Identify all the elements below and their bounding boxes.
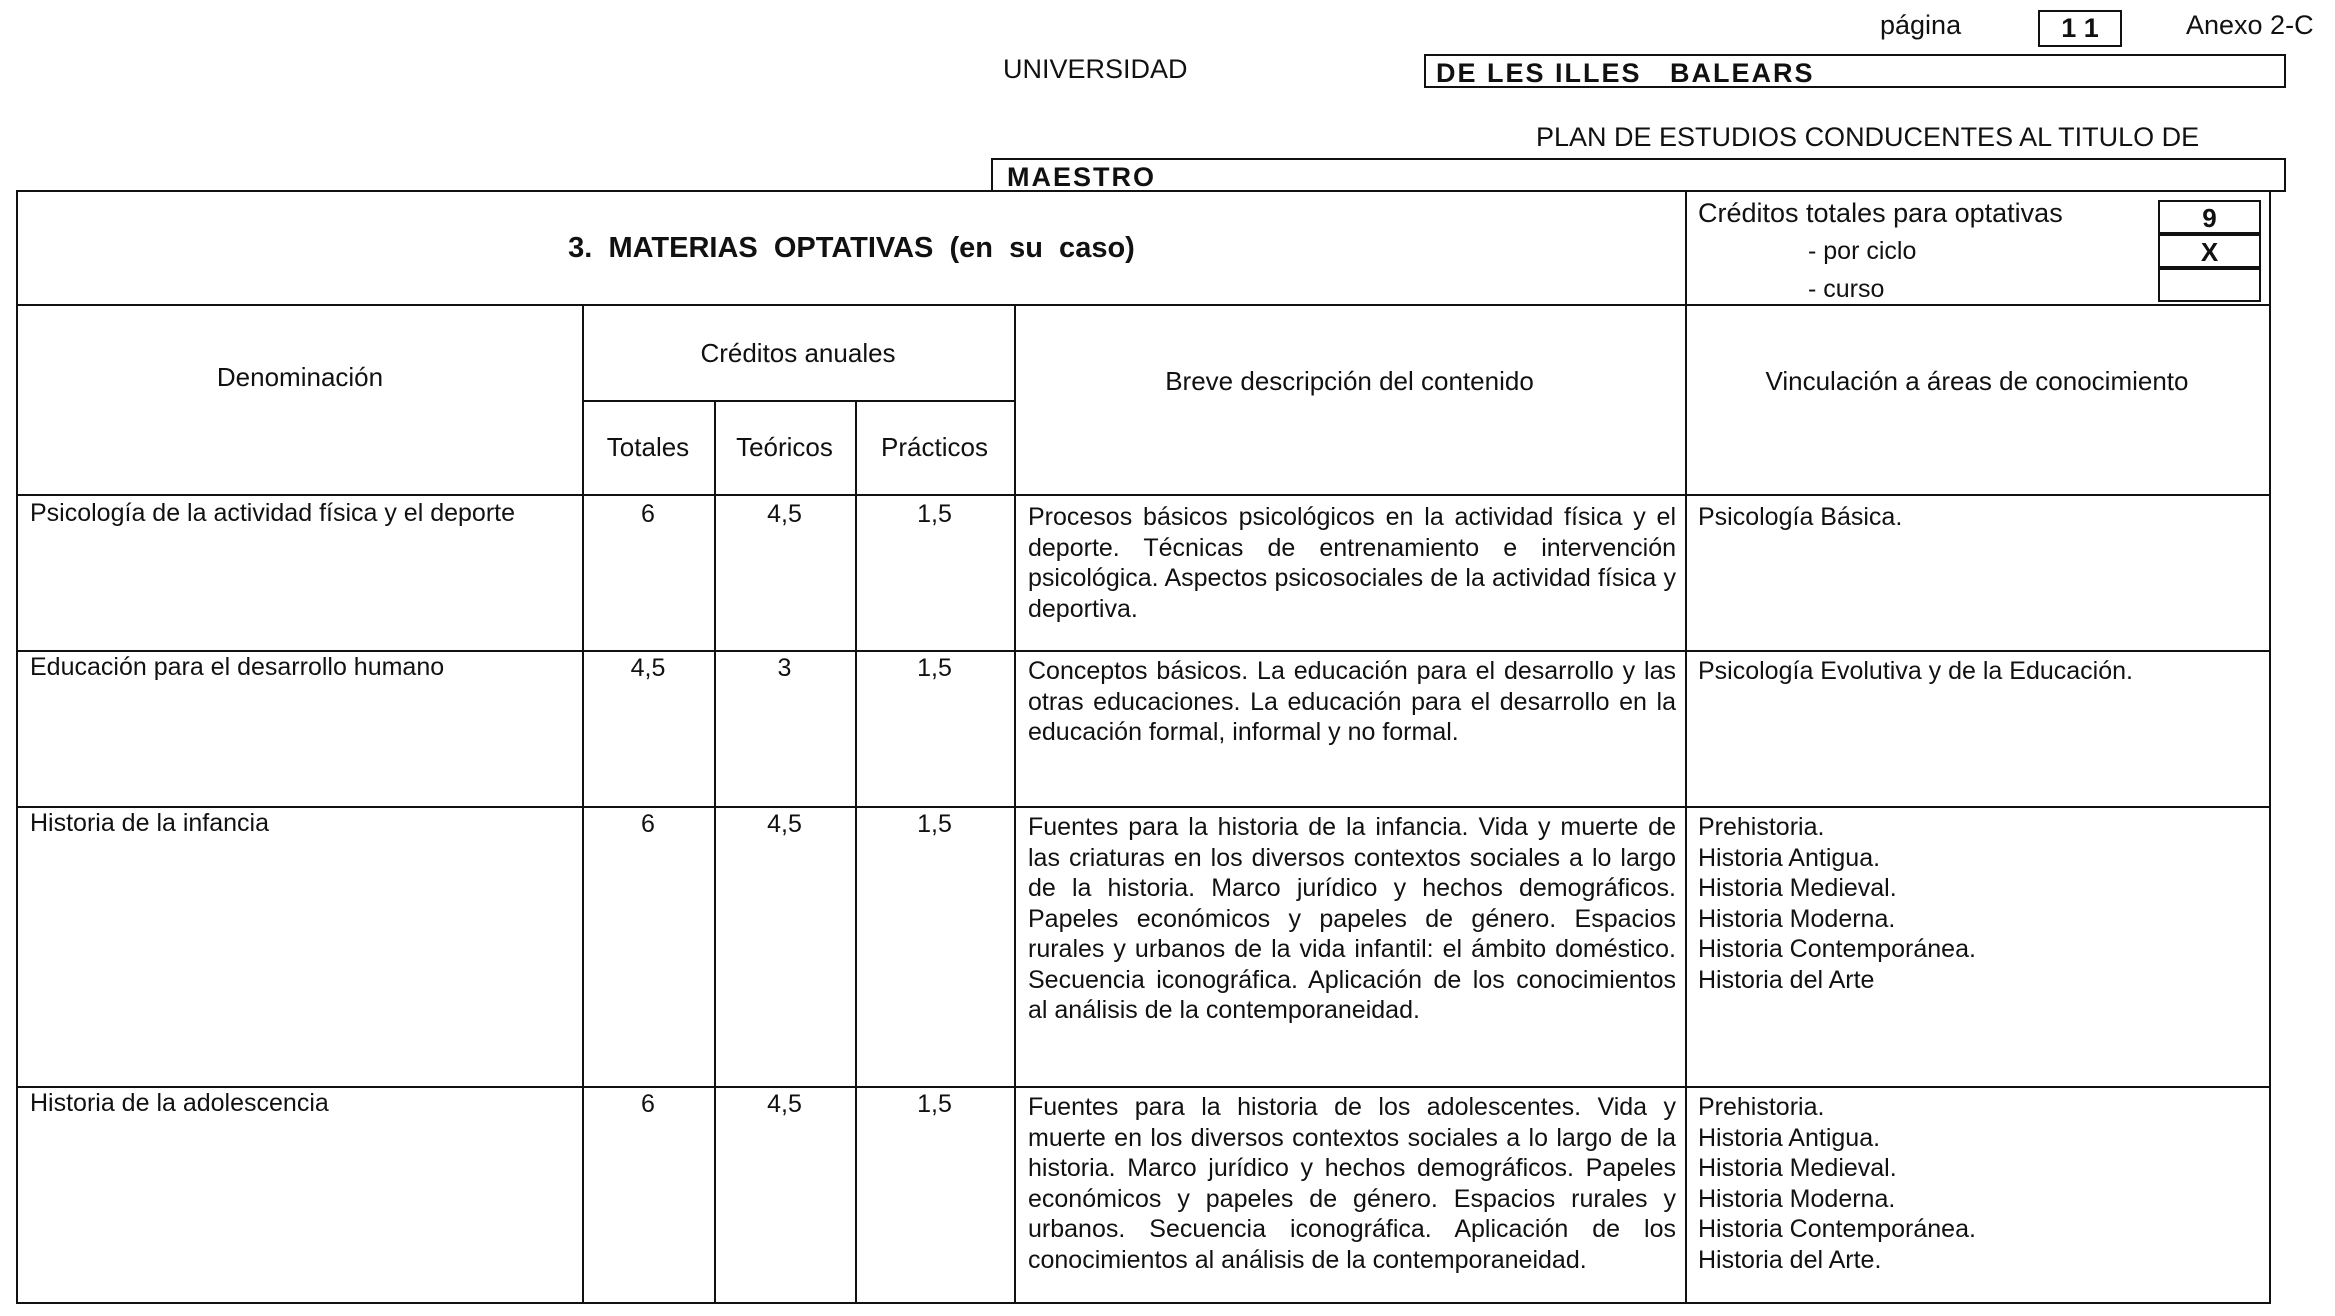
row-2-denominacion: Educación para el desarrollo humano — [30, 653, 445, 681]
row-3-teoricos: 4,5 — [767, 810, 802, 838]
row-1-denominacion: Psicología de la actividad física y el deporte — [30, 499, 515, 527]
area-item: Prehistoria. — [1698, 1093, 1825, 1121]
curso-value — [2158, 268, 2261, 302]
area-item: Historia Contemporánea. — [1698, 935, 1976, 963]
page-number: 1 1 — [2038, 10, 2122, 47]
area-item: Historia Antigua. — [1698, 843, 1881, 872]
row-4-descripcion: Fuentes para la historia de los adolescentes. Vida y muerte en los diversos contextos sociales a lo largo de la historia. Marco jurídico y hechos demográficos. Papeles económicos y papeles de género. Espacios rurales y urbanos. Secuencia iconográfica. Aplicación de los conocimientos al análisis de la contemporaneidad. — [1028, 1093, 1676, 1274]
row-3-totales: 6 — [641, 810, 655, 838]
section-title: 3. MATERIAS OPTATIVAS (en su caso) — [568, 231, 1135, 264]
row-3-denominacion: Historia de la infancia — [30, 809, 270, 837]
area-item: Historia Medieval. — [1698, 1154, 1897, 1182]
row-2-teoricos: 3 — [777, 654, 792, 682]
row-4-areas — [1698, 1092, 2258, 1275]
col-header-creditos-anuales: Créditos anuales — [700, 338, 896, 368]
degree-name: MAESTRO — [991, 158, 2286, 192]
col-header-vinculacion: Vinculación a áreas de conocimiento — [1765, 366, 2189, 396]
row-4-teoricos: 4,5 — [767, 1090, 802, 1118]
col-header-totales: Totales — [606, 432, 690, 462]
university-label: UNIVERSIDAD — [1003, 54, 1188, 84]
credits-total-label: Créditos totales para optativas — [1698, 198, 2063, 228]
area-item: Psicología Básica. — [1698, 503, 1903, 531]
por-ciclo-value: X — [2158, 234, 2261, 268]
col-header-practicos: Prácticos — [881, 432, 988, 462]
row-4-practicos: 1,5 — [917, 1090, 952, 1118]
row-1-teoricos: 4,5 — [767, 500, 802, 528]
area-item: Historia del Arte. — [1698, 1245, 1882, 1274]
col-header-teoricos: Teóricos — [736, 432, 833, 462]
credits-total-value: 9 — [2158, 200, 2261, 234]
area-item: Historia Moderna. — [1698, 1184, 1896, 1213]
row-2-practicos: 1,5 — [917, 654, 952, 682]
row-2-totales: 4,5 — [630, 654, 666, 682]
row-1-practicos: 1,5 — [917, 500, 952, 528]
row-3-descripcion: Fuentes para la historia de la infancia. Vida y muerte de las criaturas en los diversos contextos sociales a lo largo de la historia. Marco jurídico y hechos demográficos. Papeles económicos y papeles de género. Espacios rurales y urbanos de la vida infantil: el ámbito doméstico. Secuencia iconográfica. Aplicación de los conocimientos al análisis de la contemporaneidad. — [1028, 813, 1676, 1024]
por-ciclo-label: - por ciclo — [1808, 237, 1917, 265]
area-item: Psicología Evolutiva y de la Educación. — [1698, 657, 2133, 685]
area-item: Prehistoria. — [1698, 813, 1825, 841]
col-header-denominacion: Denominación — [216, 362, 384, 392]
row-4-denominacion: Historia de la adolescencia — [30, 1089, 329, 1117]
page-label: página — [1880, 10, 1962, 40]
col-header-descripcion: Breve descripción del contenido — [1165, 366, 1534, 396]
university-name: DE LES ILLES BALEARS — [1424, 54, 2286, 88]
annex-label: Anexo 2-C — [2186, 10, 2314, 40]
area-item: Historia Contemporánea. — [1698, 1215, 1976, 1243]
curso-label: - curso — [1808, 275, 1885, 303]
row-3-areas — [1698, 812, 2258, 995]
row-1-totales: 6 — [641, 500, 655, 528]
row-2-areas — [1698, 656, 2258, 687]
optional-subjects-table — [16, 190, 2271, 1304]
row-3-practicos: 1,5 — [917, 810, 952, 838]
area-item: Historia Antigua. — [1698, 1123, 1881, 1152]
row-1-descripcion: Procesos básicos psicológicos en la actividad física y el deporte. Técnicas de entrenamiento e intervención psicológica. Aspectos psicosociales de la actividad física y deportiva. — [1028, 503, 1676, 623]
area-item: Historia Moderna. — [1698, 904, 1896, 933]
area-item: Historia del Arte — [1698, 965, 1875, 994]
row-1-areas — [1698, 502, 2258, 533]
area-item: Historia Medieval. — [1698, 874, 1897, 902]
plan-label: PLAN DE ESTUDIOS CONDUCENTES AL TITULO DE — [1536, 122, 2200, 152]
row-2-descripcion: Conceptos básicos. La educación para el desarrollo y las otras educaciones. La educación para el desarrollo en la educación formal, informal y no formal. — [1028, 657, 1676, 746]
row-4-totales: 6 — [641, 1090, 655, 1118]
